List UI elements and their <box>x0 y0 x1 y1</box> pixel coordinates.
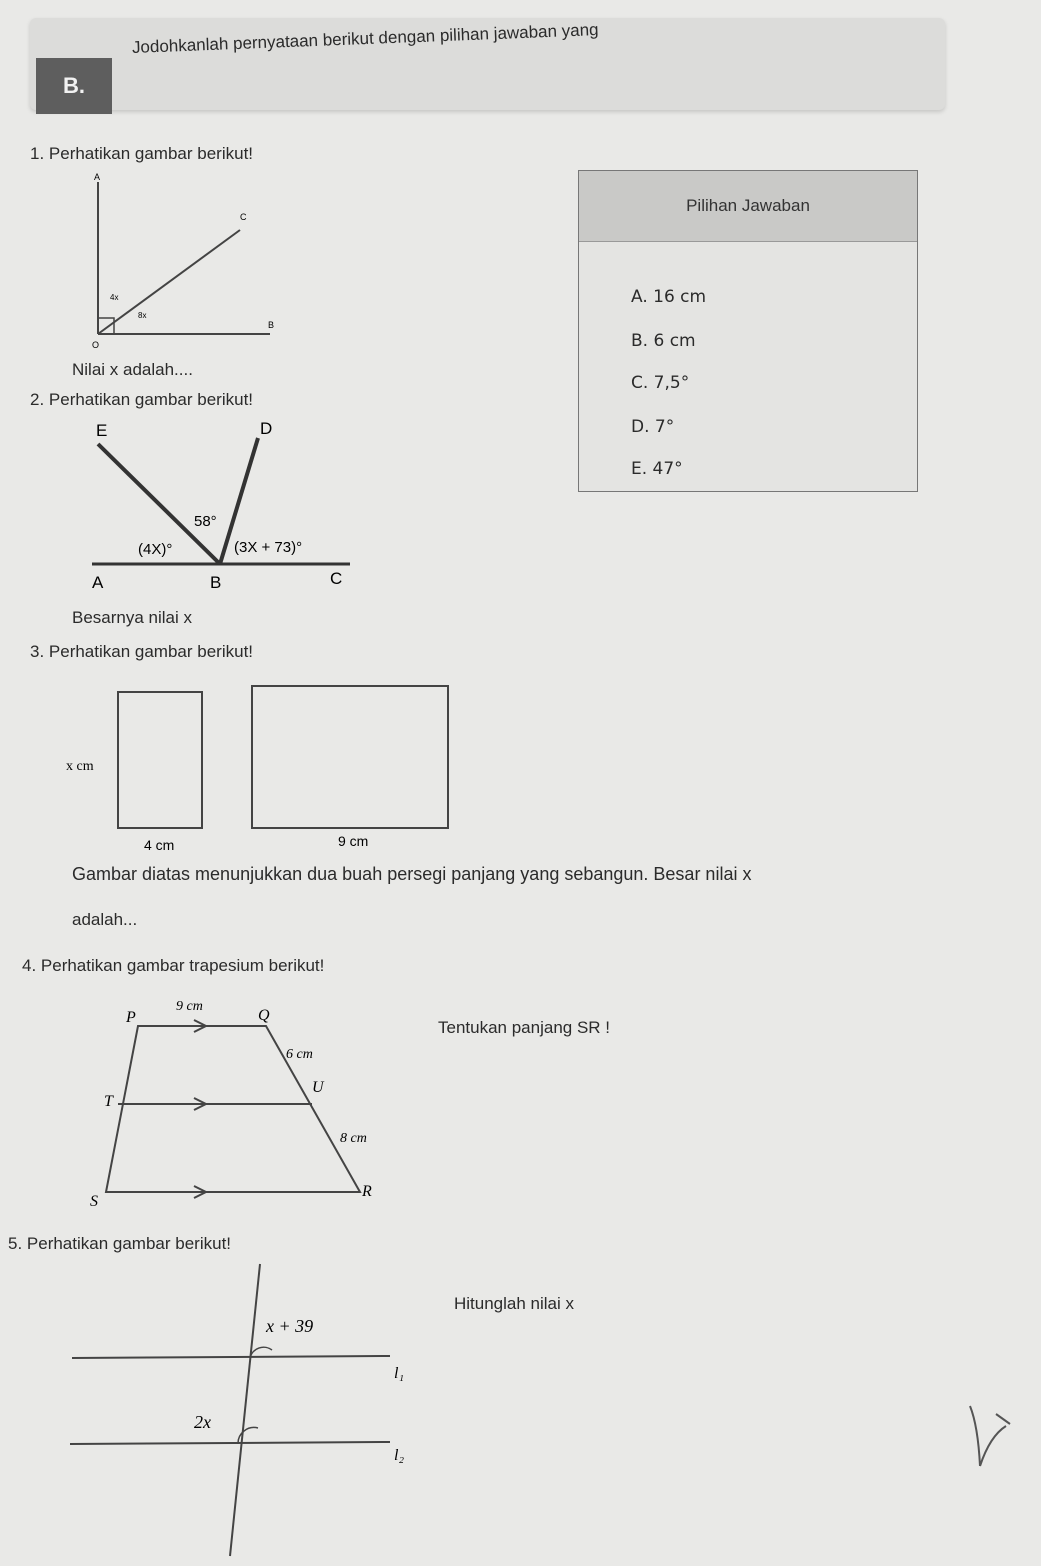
q2-label-c: C <box>330 569 343 588</box>
q5-parallel-lines-figure <box>60 1260 440 1560</box>
q2-label-d: D <box>260 419 273 438</box>
q1-label-angle1: 4x <box>110 293 119 302</box>
q4-label-s: S <box>90 1193 98 1210</box>
q5-label-line2: l₂ <box>394 1447 405 1464</box>
answer-choices-box <box>578 170 918 492</box>
pen-mark-icon <box>960 1396 1020 1476</box>
q1-question: Nilai x adalah.... <box>72 360 193 379</box>
q3-label-height: x cm <box>66 759 94 774</box>
answer-option-b[interactable]: B. 6 cm <box>631 331 696 351</box>
q1-label-b: B <box>268 320 275 330</box>
q5-label-line1: l₁ <box>394 1365 405 1382</box>
q4-trapezium-figure <box>90 992 410 1222</box>
q3-question-line2: adalah... <box>72 910 138 929</box>
q5-label-angle1: x + 39 <box>266 1316 314 1336</box>
q5-question: Hitunglah nilai x <box>454 1294 575 1313</box>
q4-label-p: P <box>126 1009 136 1026</box>
section-instruction: Jodohkanlah pernyataan berikut dengan pilihan jawaban yang <box>131 20 599 57</box>
section-badge: B. <box>36 58 112 114</box>
q4-question: Tentukan panjang SR ! <box>438 1018 611 1037</box>
q3-label-width2: 9 cm <box>338 833 369 849</box>
q3-label-width1: 4 cm <box>144 837 175 853</box>
answer-choices-title: Pilihan Jawaban <box>579 171 917 242</box>
answer-option-e[interactable]: E. 47° <box>631 459 683 479</box>
q1-prompt: 1. Perhatikan gambar berikut! <box>30 144 254 163</box>
q4-prompt: 4. Perhatikan gambar trapesium berikut! <box>22 956 325 975</box>
q2-prompt: 2. Perhatikan gambar berikut! <box>30 390 254 409</box>
q5-prompt: 5. Perhatikan gambar berikut! <box>8 1234 232 1253</box>
q3-rectangles-figure <box>60 680 460 860</box>
q4-label-lower-side: 8 cm <box>340 1131 367 1146</box>
q2-label-b: B <box>210 573 222 592</box>
q1-label-a: A <box>94 172 101 182</box>
q2-label-a: A <box>92 573 104 592</box>
q2-label-angle-left: (4X)° <box>138 541 173 558</box>
q4-label-top: 9 cm <box>176 999 203 1014</box>
q2-angle-figure <box>80 414 360 594</box>
q2-label-angle-right: (3X + 73)° <box>234 539 303 556</box>
answer-option-c[interactable]: C. 7,5° <box>631 373 690 393</box>
q1-angle-figure <box>80 168 290 358</box>
q4-label-r: R <box>362 1183 372 1200</box>
q2-question: Besarnya nilai x <box>72 608 193 627</box>
answer-option-a[interactable]: A. 16 cm <box>631 287 707 307</box>
q4-label-upper-side: 6 cm <box>286 1047 313 1062</box>
q1-label-angle2: 8x <box>138 311 147 320</box>
q5-label-angle2: 2x <box>194 1412 211 1432</box>
q4-label-u: U <box>312 1079 324 1096</box>
answer-option-d[interactable]: D. 7° <box>631 417 675 437</box>
q2-label-angle-top: 58° <box>194 513 217 530</box>
q1-label-c: C <box>240 212 247 222</box>
q4-label-q: Q <box>258 1007 270 1024</box>
q2-label-e: E <box>96 421 108 440</box>
q1-label-o: O <box>92 340 100 350</box>
q3-prompt: 3. Perhatikan gambar berikut! <box>30 642 254 661</box>
q3-question-line1: Gambar diatas menunjukkan dua buah persegi panjang yang sebangun. Besar nilai x <box>72 864 752 884</box>
q4-label-t: T <box>104 1093 113 1110</box>
